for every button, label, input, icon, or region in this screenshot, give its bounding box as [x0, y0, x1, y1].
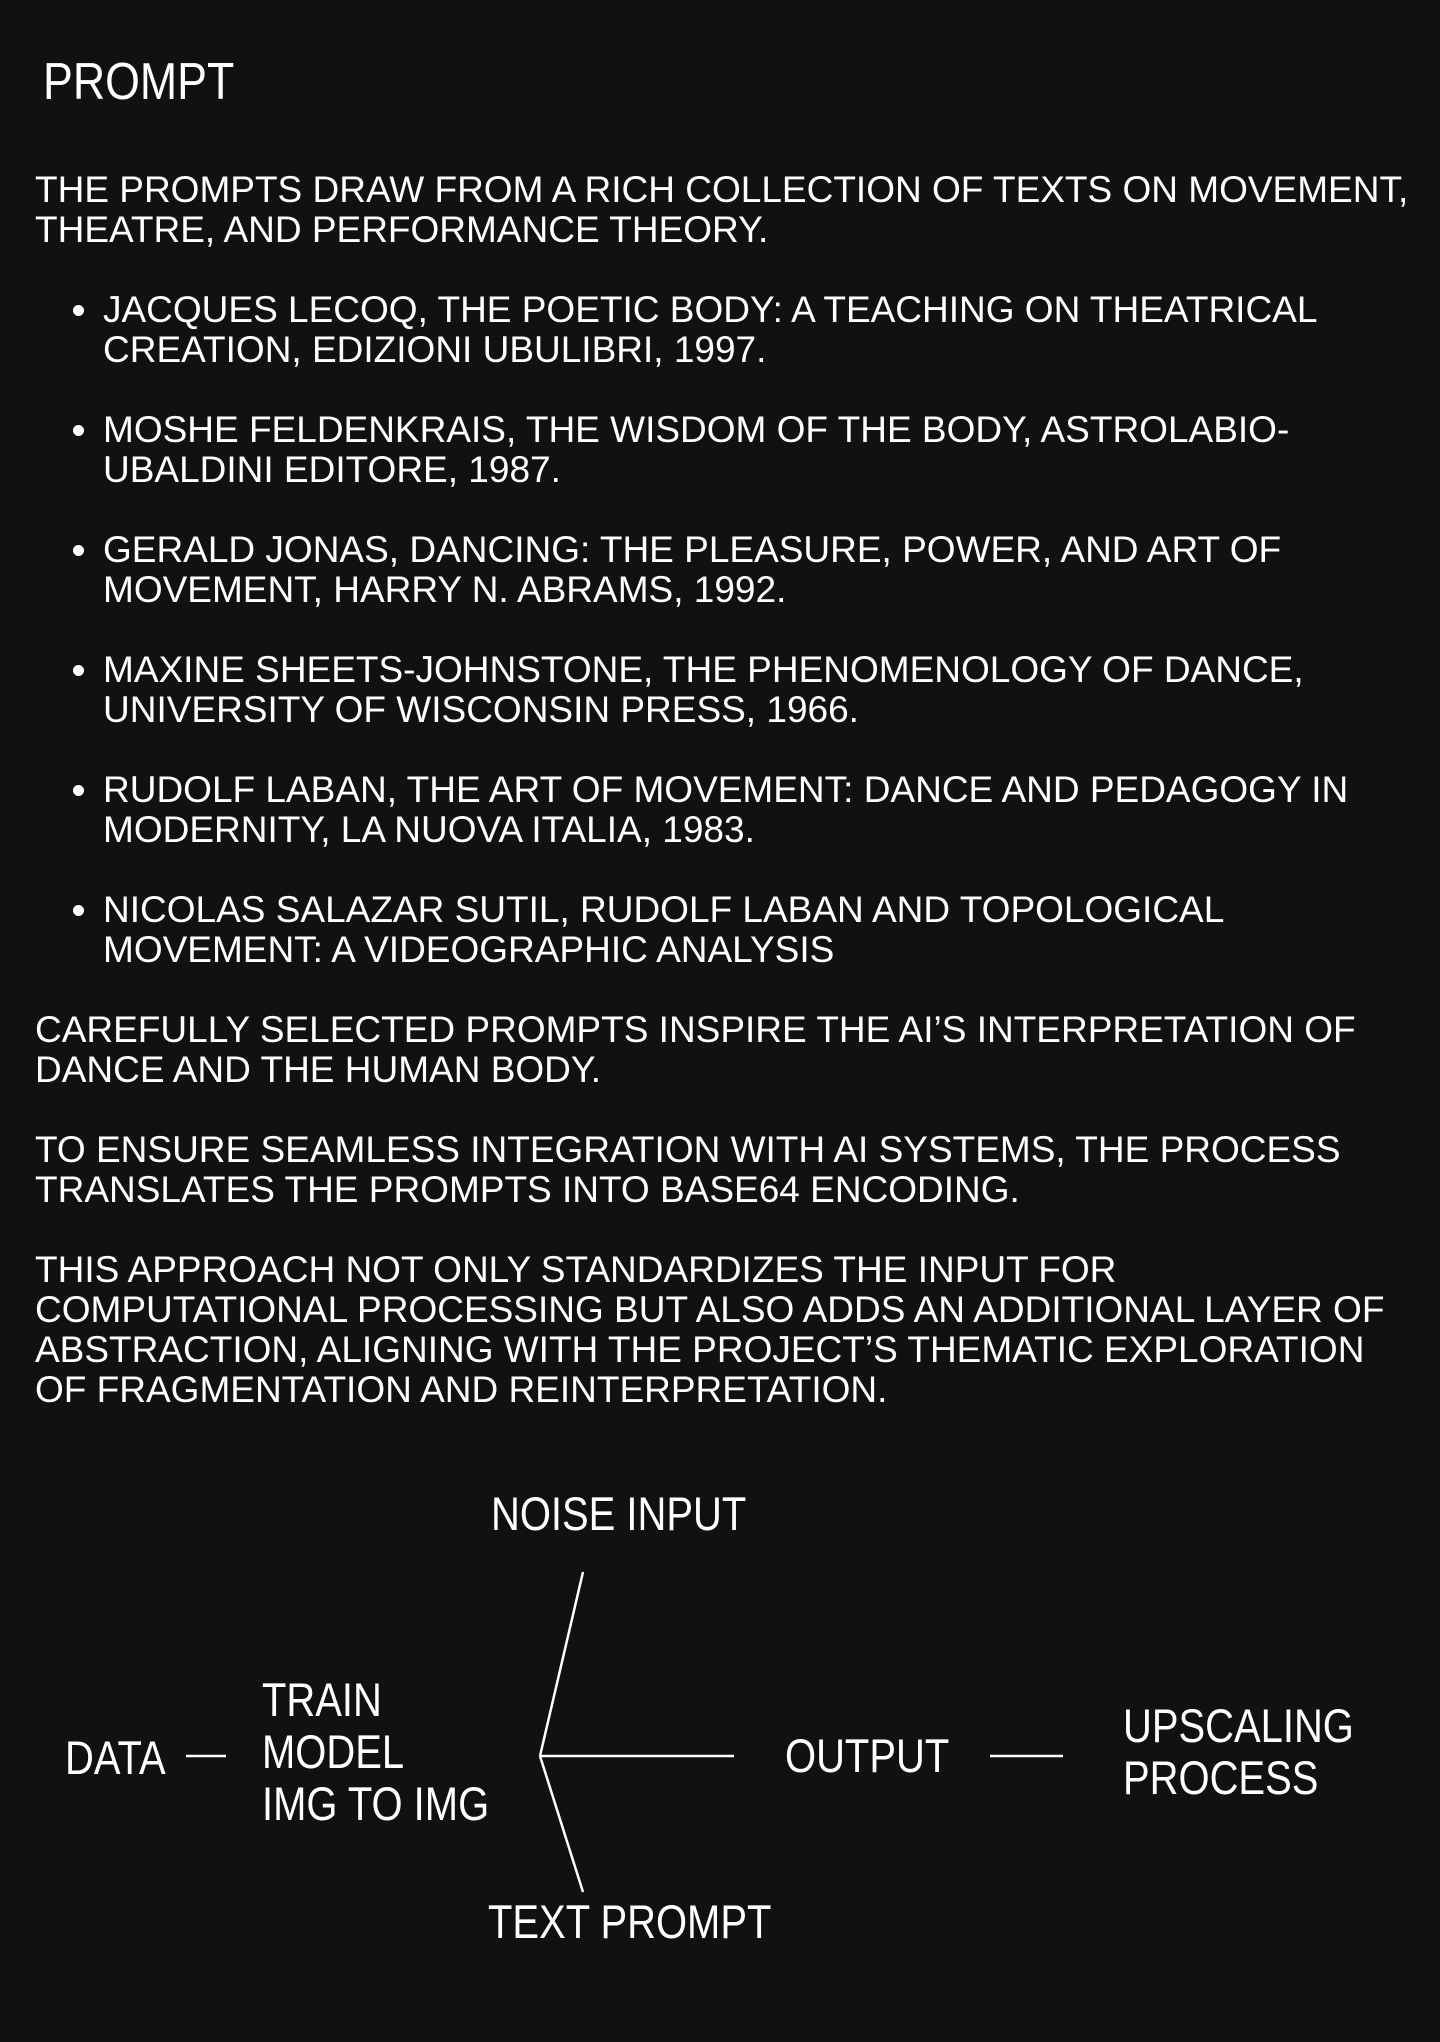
upscaling-label-line2: PROCESS [1123, 1751, 1319, 1804]
connector-text-branch [540, 1756, 583, 1892]
paragraph-abstraction: THIS APPROACH NOT ONLY STANDARDIZES THE INPUT FOR COMPUTATIONAL PROCESSING BUT ALSO ADDS AN ADDITIONAL LAYER OF ABSTRACTION, ALIGNING WITH THE PROJECT’S THEMATIC EXPLORATION OF FRAGMENTATION AND REINTERPRETATION. [35, 1249, 1385, 1410]
intro-paragraph: THE PROMPTS DRAW FROM A RICH COLLECTION OF TEXTS ON MOVEMENT, THEATRE, AND PERFORMANCE THEORY. [35, 169, 1409, 250]
reference-list [35, 290, 1410, 970]
page-title: PROMPT [43, 53, 235, 111]
text-prompt-label: TEXT PROMPT [488, 1895, 772, 1948]
output-label: OUTPUT [785, 1729, 950, 1782]
body-text [35, 170, 1410, 1450]
data-label: DATA [65, 1731, 166, 1784]
reference-item: JACQUES LECOQ, THE POETIC BODY: A TEACHING ON THEATRICAL CREATION, EDIZIONI UBULIBRI, 1997. [103, 290, 1410, 370]
train-label-line1: TRAIN [262, 1673, 382, 1726]
noise-input-label: NOISE INPUT [491, 1487, 747, 1540]
connector-noise-branch [540, 1572, 583, 1756]
reference-item: RUDOLF LABAN, THE ART OF MOVEMENT: DANCE AND PEDAGOGY IN MODERNITY, LA NUOVA ITALIA, 1983. [103, 770, 1410, 850]
reference-item: MAXINE SHEETS-JOHNSTONE, THE PHENOMENOLOGY OF DANCE, UNIVERSITY OF WISCONSIN PRESS, 1966. [103, 650, 1410, 730]
paragraph-encoding: TO ENSURE SEAMLESS INTEGRATION WITH AI SYSTEMS, THE PROCESS TRANSLATES THE PROMPTS INTO BASE64 ENCODING. [35, 1129, 1341, 1210]
upscaling-label-line1: UPSCALING [1123, 1699, 1354, 1752]
reference-item: GERALD JONAS, DANCING: THE PLEASURE, POWER, AND ART OF MOVEMENT, HARRY N. ABRAMS, 1992. [103, 530, 1410, 610]
paragraph-prompts: CAREFULLY SELECTED PROMPTS INSPIRE THE AI’S INTERPRETATION OF DANCE AND THE HUMAN BODY. [35, 1009, 1356, 1090]
reference-item: MOSHE FELDENKRAIS, THE WISDOM OF THE BODY, ASTROLABIO-UBALDINI EDITORE, 1987. [103, 410, 1410, 490]
reference-item: NICOLAS SALAZAR SUTIL, RUDOLF LABAN AND TOPOLOGICAL MOVEMENT: A VIDEOGRAPHIC ANALYSIS [103, 890, 1410, 970]
train-label-line2: MODEL [262, 1725, 405, 1778]
train-label-line3: IMG TO IMG [262, 1777, 490, 1830]
pipeline-diagram [0, 1480, 1440, 2000]
